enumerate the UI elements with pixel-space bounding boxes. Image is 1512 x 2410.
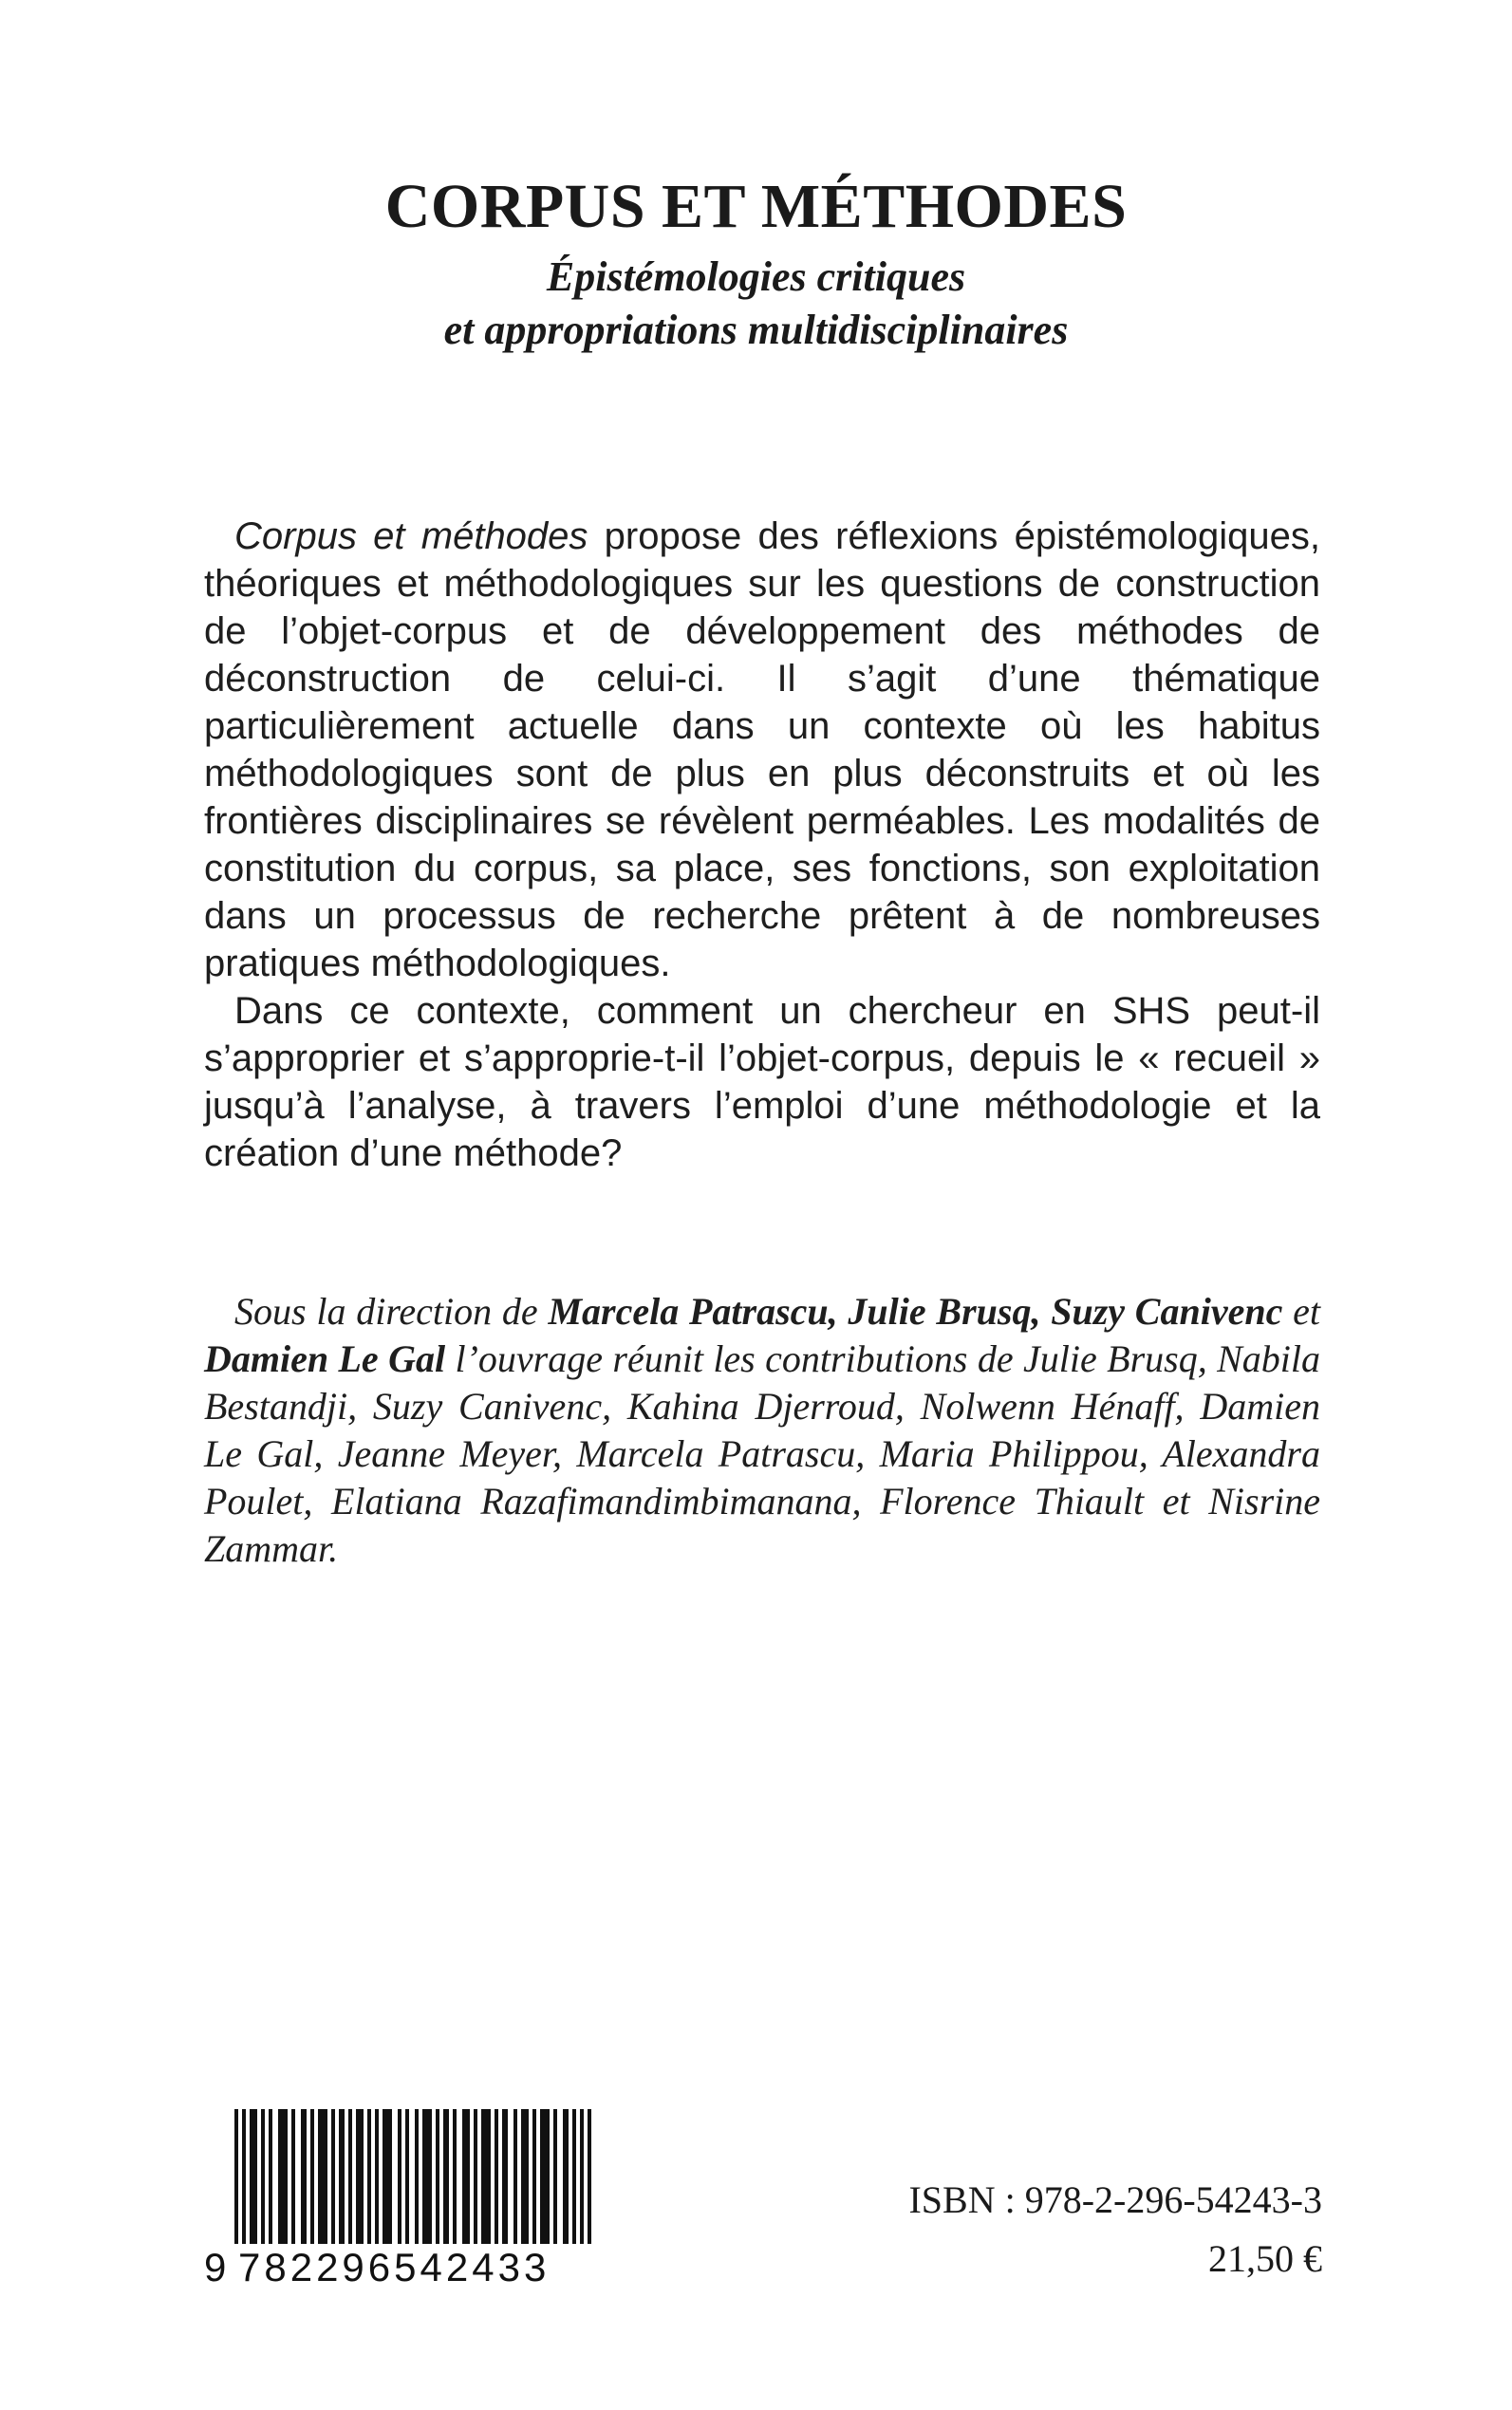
price-label: 21,50 €: [1208, 2237, 1322, 2280]
subtitle-line-2: et appropriations multidisciplinaires: [443, 307, 1069, 353]
title-block: [0, 171, 1512, 357]
blurb-paragraph-1: [204, 513, 1320, 987]
barcode-first-digit: 9: [204, 2245, 227, 2289]
blurb-paragraph-2: Dans ce contexte, comment un chercheur en SHS peut-il s’approprier et s’approprie-t-il l’objet-corpus, depuis le « recueil » jusqu’à l’analyse, à travers l’emploi d’une méthodologie et la création d’une méthode?: [204, 990, 1320, 1174]
barcode: [204, 2109, 601, 2289]
contributors-intro: Sous la direction de: [234, 1290, 549, 1333]
blurb-paragraph-1-text: propose des réflexions épistémologiques, théoriques et méthodologiques sur les questions de construction de l’objet-corpus et de développement des méthodes de déconstruction de celui-ci. Il s’agit d’une thématique particulièrement actuelle dans un contexte où les habitus méthodologiques sont de plus en plus déconstruits et où les frontières disciplinaires se révèlent perméables. Les modalités de constitution du corpus, sa place, ses fonctions, son exploitation dans un processus de recherche prêtent à de nombreuses pratiques méthodologiques.: [204, 515, 1321, 984]
contributors-paragraph: [204, 1288, 1320, 1573]
book-subtitle: [0, 251, 1512, 357]
barcode-number: 782296542433: [234, 2244, 605, 2291]
barcode-digits: [204, 2244, 601, 2291]
contributors-list: l’ouvrage réunit les contributions de Julie Brusq, Nabila Bestandji, Suzy Canivenc, Kahina Djerroud, Nolwenn Hénaff, Damien Le Gal, Jeanne Meyer, Marcela Patrascu, Maria Philippou, Alexandra Poulet, Elatiana Razafimandimbimanana, Florence Thiault et Nisrine Zammar.: [204, 1337, 1320, 1570]
directors-names-1: Marcela Patrascu, Julie Brusq, Suzy Canivenc: [548, 1290, 1283, 1333]
directors-names-2: Damien Le Gal: [204, 1337, 446, 1380]
contributors-conjunction: et: [1282, 1290, 1320, 1333]
isbn-label: ISBN : 978-2-296-54243-3: [908, 2178, 1322, 2221]
barcode-bars: [204, 2109, 601, 2261]
book-title: CORPUS ET MÉTHODES: [384, 172, 1128, 241]
blurb: [204, 513, 1320, 1177]
blurb-book-name: Corpus et méthodes: [234, 515, 588, 557]
subtitle-line-1: Épistémologies critiques: [546, 253, 966, 300]
